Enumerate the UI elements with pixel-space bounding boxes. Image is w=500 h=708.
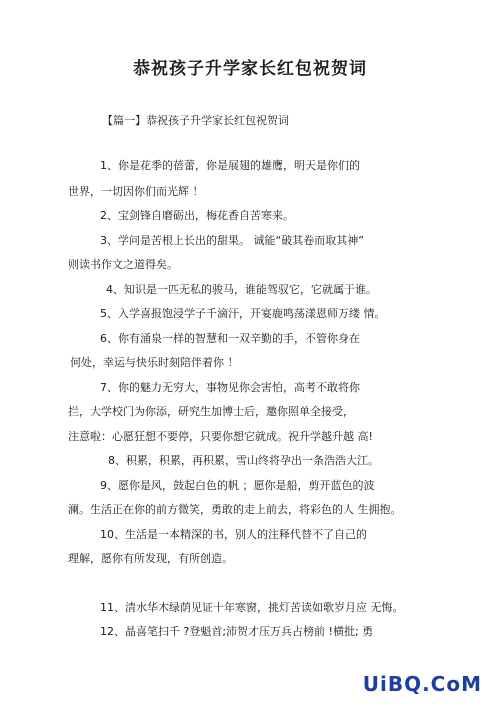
text-line: 1、你是花季的蓓蕾，你是展翅的雄鹰，明天是你们的 — [100, 159, 360, 172]
text-line: 2、宝剑锋自磨砺出，梅花香自苦寒来。 — [100, 209, 294, 222]
text-line: 世界，一切因你们而光辉 ！ — [68, 185, 204, 198]
section-heading: 【篇一】恭祝孩子升学家长红包祝贺词 — [102, 114, 289, 127]
text-line: 10、生活是一本精深的书，别人的注释代替不了自己的 — [100, 528, 367, 541]
text-line: 4、知识是一匹无私的骏马，谁能驾驭它，它就属于谁。 — [106, 283, 377, 296]
text-line: 注意啦：心愿狂想不要停，只要你想它就成。祝升学越升越 高! — [68, 430, 373, 443]
text-line: 5、入学喜报饱浸学子千滴汗，开宴鹿鸣荡漾恩师万缕 情。 — [100, 307, 386, 320]
text-line: 12、晶喜笔扫千 ?登魁首;沛贺才压万兵占榜前 !横批; 勇 — [100, 625, 374, 638]
text-line: 8、积累，积累，再积累，雪山终将孕出一条浩浩大江。 — [108, 454, 379, 467]
text-line: 澜。生活正在你的前方微笑，勇敢的走上前去，将彩色的人 生拥抱。 — [68, 503, 402, 516]
watermark-logo: UiBQ.CoM — [362, 672, 482, 696]
text-line: 拦，大学校门为你添，研究生加博士后，邀你照单全接受， — [68, 405, 354, 418]
text-line: 3、学问是苦根上长出的甜果。 诚能“破其卷而取其神” — [100, 234, 364, 247]
text-line: 7、你的魅力无穷大，事物见你会害怕，高考不敢将你 — [100, 381, 360, 394]
text-line: 11、清水华木绿荫见证十年寒窗，挑灯苦读如歌岁月应 无悔。 — [100, 601, 404, 614]
text-line: 6、你有涌泉一样的智慧和一双辛勤的手，不管你身在 — [100, 332, 360, 345]
text-line: 何处，幸运与快乐时刻陪伴着你 ！ — [70, 356, 239, 369]
text-line: 9、愿你是风，鼓起白色的帆 ；愿你是船，剪开蓝色的波 — [100, 479, 375, 492]
text-line: 则读书作文之道得矣。 — [68, 258, 178, 271]
text-line: 理解，愿你有所发现，有所创造。 — [68, 552, 233, 565]
document-title: 恭祝孩子升学家长红包祝贺词 — [133, 59, 367, 79]
